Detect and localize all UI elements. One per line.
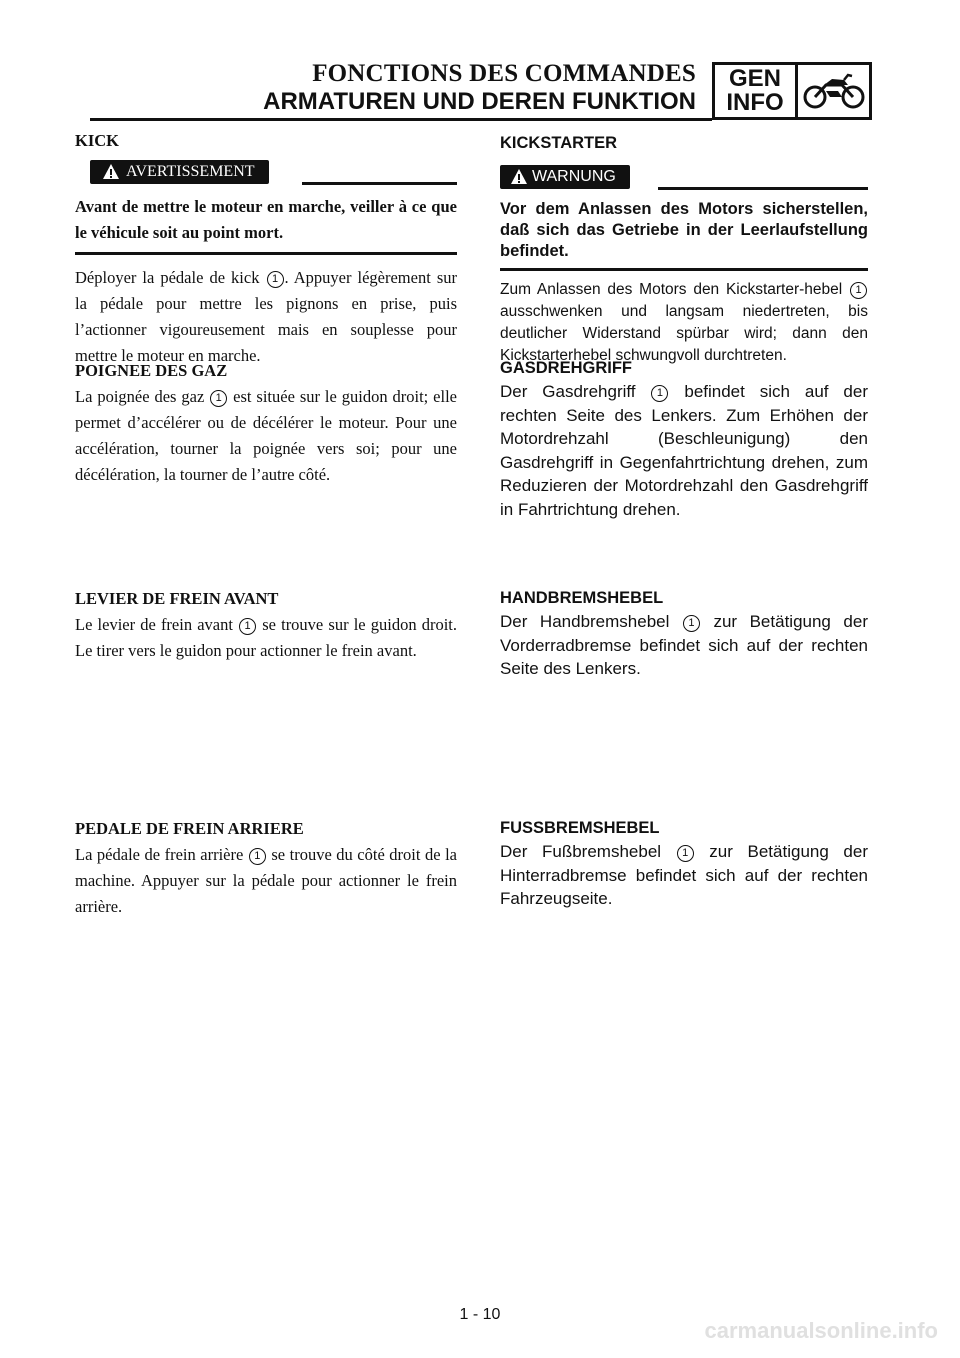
section-rear-brake-de xyxy=(500,816,868,911)
page-number: 1 - 10 xyxy=(459,1306,501,1323)
callout-marker: 1 xyxy=(651,385,668,402)
section-title: KICK xyxy=(75,131,120,150)
section-title: PEDALE DE FREIN ARRIERE xyxy=(75,819,304,838)
info-label: INFO xyxy=(726,89,784,116)
warning-label: WARNUNG xyxy=(532,168,616,185)
section-front-brake-fr xyxy=(75,586,457,664)
warning-text: Vor dem Anlassen des Motors sicherstellen, daß sich das Getriebe in der Leerlaufstellung befindet. xyxy=(500,199,868,271)
section-rear-brake-fr xyxy=(75,816,457,920)
section-body xyxy=(75,842,457,920)
warning-text: Avant de mettre le moteur en marche, veiller à ce que le véhicule soit au point mort. xyxy=(75,194,457,255)
callout-marker: 1 xyxy=(683,615,700,632)
body-text: La poignée des gaz xyxy=(75,387,210,406)
section-body xyxy=(75,265,457,369)
warning-triangle-icon xyxy=(510,168,528,186)
section-kick-de xyxy=(500,131,868,367)
body-text: zur Betätigung der Vorderradbremse befindet sich auf der rechten Seite des Lenkers. xyxy=(500,612,868,678)
section-title: LEVIER DE FREIN AVANT xyxy=(75,589,279,608)
warning-label-box xyxy=(500,165,630,189)
section-body xyxy=(500,279,868,367)
body-text: ausschwenken und langsam niedertreten, bis deutlicher Widerstand spürbar wird; dann den Kickstarterhebel schwungvoll durchtreten. xyxy=(500,303,868,364)
section-title: GASDREHGRIFF xyxy=(500,359,632,377)
body-text: La pédale de frein arrière xyxy=(75,845,248,864)
section-title: FUSSBREMSHEBEL xyxy=(500,819,660,837)
section-throttle-fr xyxy=(75,358,457,488)
section-body xyxy=(75,612,457,664)
body-text: est située sur le guidon droit; elle permet d’accélérer ou de décélérer le moteur. Pour une accélération, tourner la poignée vers soi; pour une décélération, la tourner de l’autre côté. xyxy=(75,387,457,484)
section-body xyxy=(75,384,457,488)
callout-marker: 1 xyxy=(677,845,694,862)
section-kick-fr xyxy=(75,128,457,369)
header-title-de: ARMATUREN UND DEREN FUNKTION xyxy=(263,88,696,115)
warning-header xyxy=(75,160,457,190)
body-text: Der Fußbremshebel xyxy=(500,842,676,861)
warning-triangle-icon xyxy=(102,163,120,181)
gen-info-badge xyxy=(712,62,872,120)
callout-marker: 1 xyxy=(267,271,284,288)
body-text: befindet sich auf der rechten Seite des Lenkers. Zum Erhöhen der Motordrehzahl (Beschleunigung) den Gasdrehgriff in Gegenfahrtrichtung drehen, zum Reduzieren der Motordrehzahl den Gasdrehgriff in Fahrtrichtung drehen. xyxy=(500,382,869,519)
callout-marker: 1 xyxy=(210,390,227,407)
section-title: KICKSTARTER xyxy=(500,134,618,152)
section-title: HANDBREMSHEBEL xyxy=(500,589,664,607)
warning-rule xyxy=(302,182,457,185)
body-text: se trouve du côté droit de la machine. Appuyer sur la pédale pour actionner le frein arrière. xyxy=(75,845,457,916)
header-rule xyxy=(90,118,712,121)
body-text: Der Handbremshebel xyxy=(500,612,682,631)
header-title-fr: FONCTIONS DES COMMANDES xyxy=(312,60,696,87)
warning-header xyxy=(500,165,868,195)
body-text: Der Gasdrehgriff xyxy=(500,382,651,401)
gen-label: GEN xyxy=(728,65,781,92)
section-body xyxy=(500,610,868,681)
section-front-brake-de xyxy=(500,586,868,681)
motorcycle-icon xyxy=(798,65,869,117)
gen-info-label xyxy=(715,65,798,117)
section-throttle-de xyxy=(500,356,868,521)
warning-label-box xyxy=(90,160,269,184)
callout-marker: 1 xyxy=(239,618,256,635)
warning-label: AVERTISSEMENT xyxy=(126,163,255,180)
body-text: . Appuyer légèrement sur la pédale pour mettre les pignons en prise, puis l’actionner vigoureusement mais en souplesse pour mettre le moteur en marche. xyxy=(75,268,457,365)
warning-rule xyxy=(658,187,868,190)
body-text: Zum Anlassen des Motors den Kickstarter-hebel xyxy=(500,281,849,298)
body-text: zur Betätigung der Hinterradbremse befindet sich auf der rechten Fahrzeugseite. xyxy=(500,842,868,908)
section-body xyxy=(500,380,868,521)
callout-marker: 1 xyxy=(249,848,266,865)
section-title: POIGNEE DES GAZ xyxy=(75,361,228,380)
body-text: Déployer la pédale de kick xyxy=(75,268,266,287)
watermark: carmanualsonline.info xyxy=(704,1318,938,1343)
callout-marker: 1 xyxy=(850,282,867,299)
section-body xyxy=(500,840,868,911)
body-text: Le levier de frein avant xyxy=(75,615,239,634)
body-text: se trouve sur le guidon droit. Le tirer vers le guidon pour actionner le frein avant. xyxy=(75,615,457,660)
